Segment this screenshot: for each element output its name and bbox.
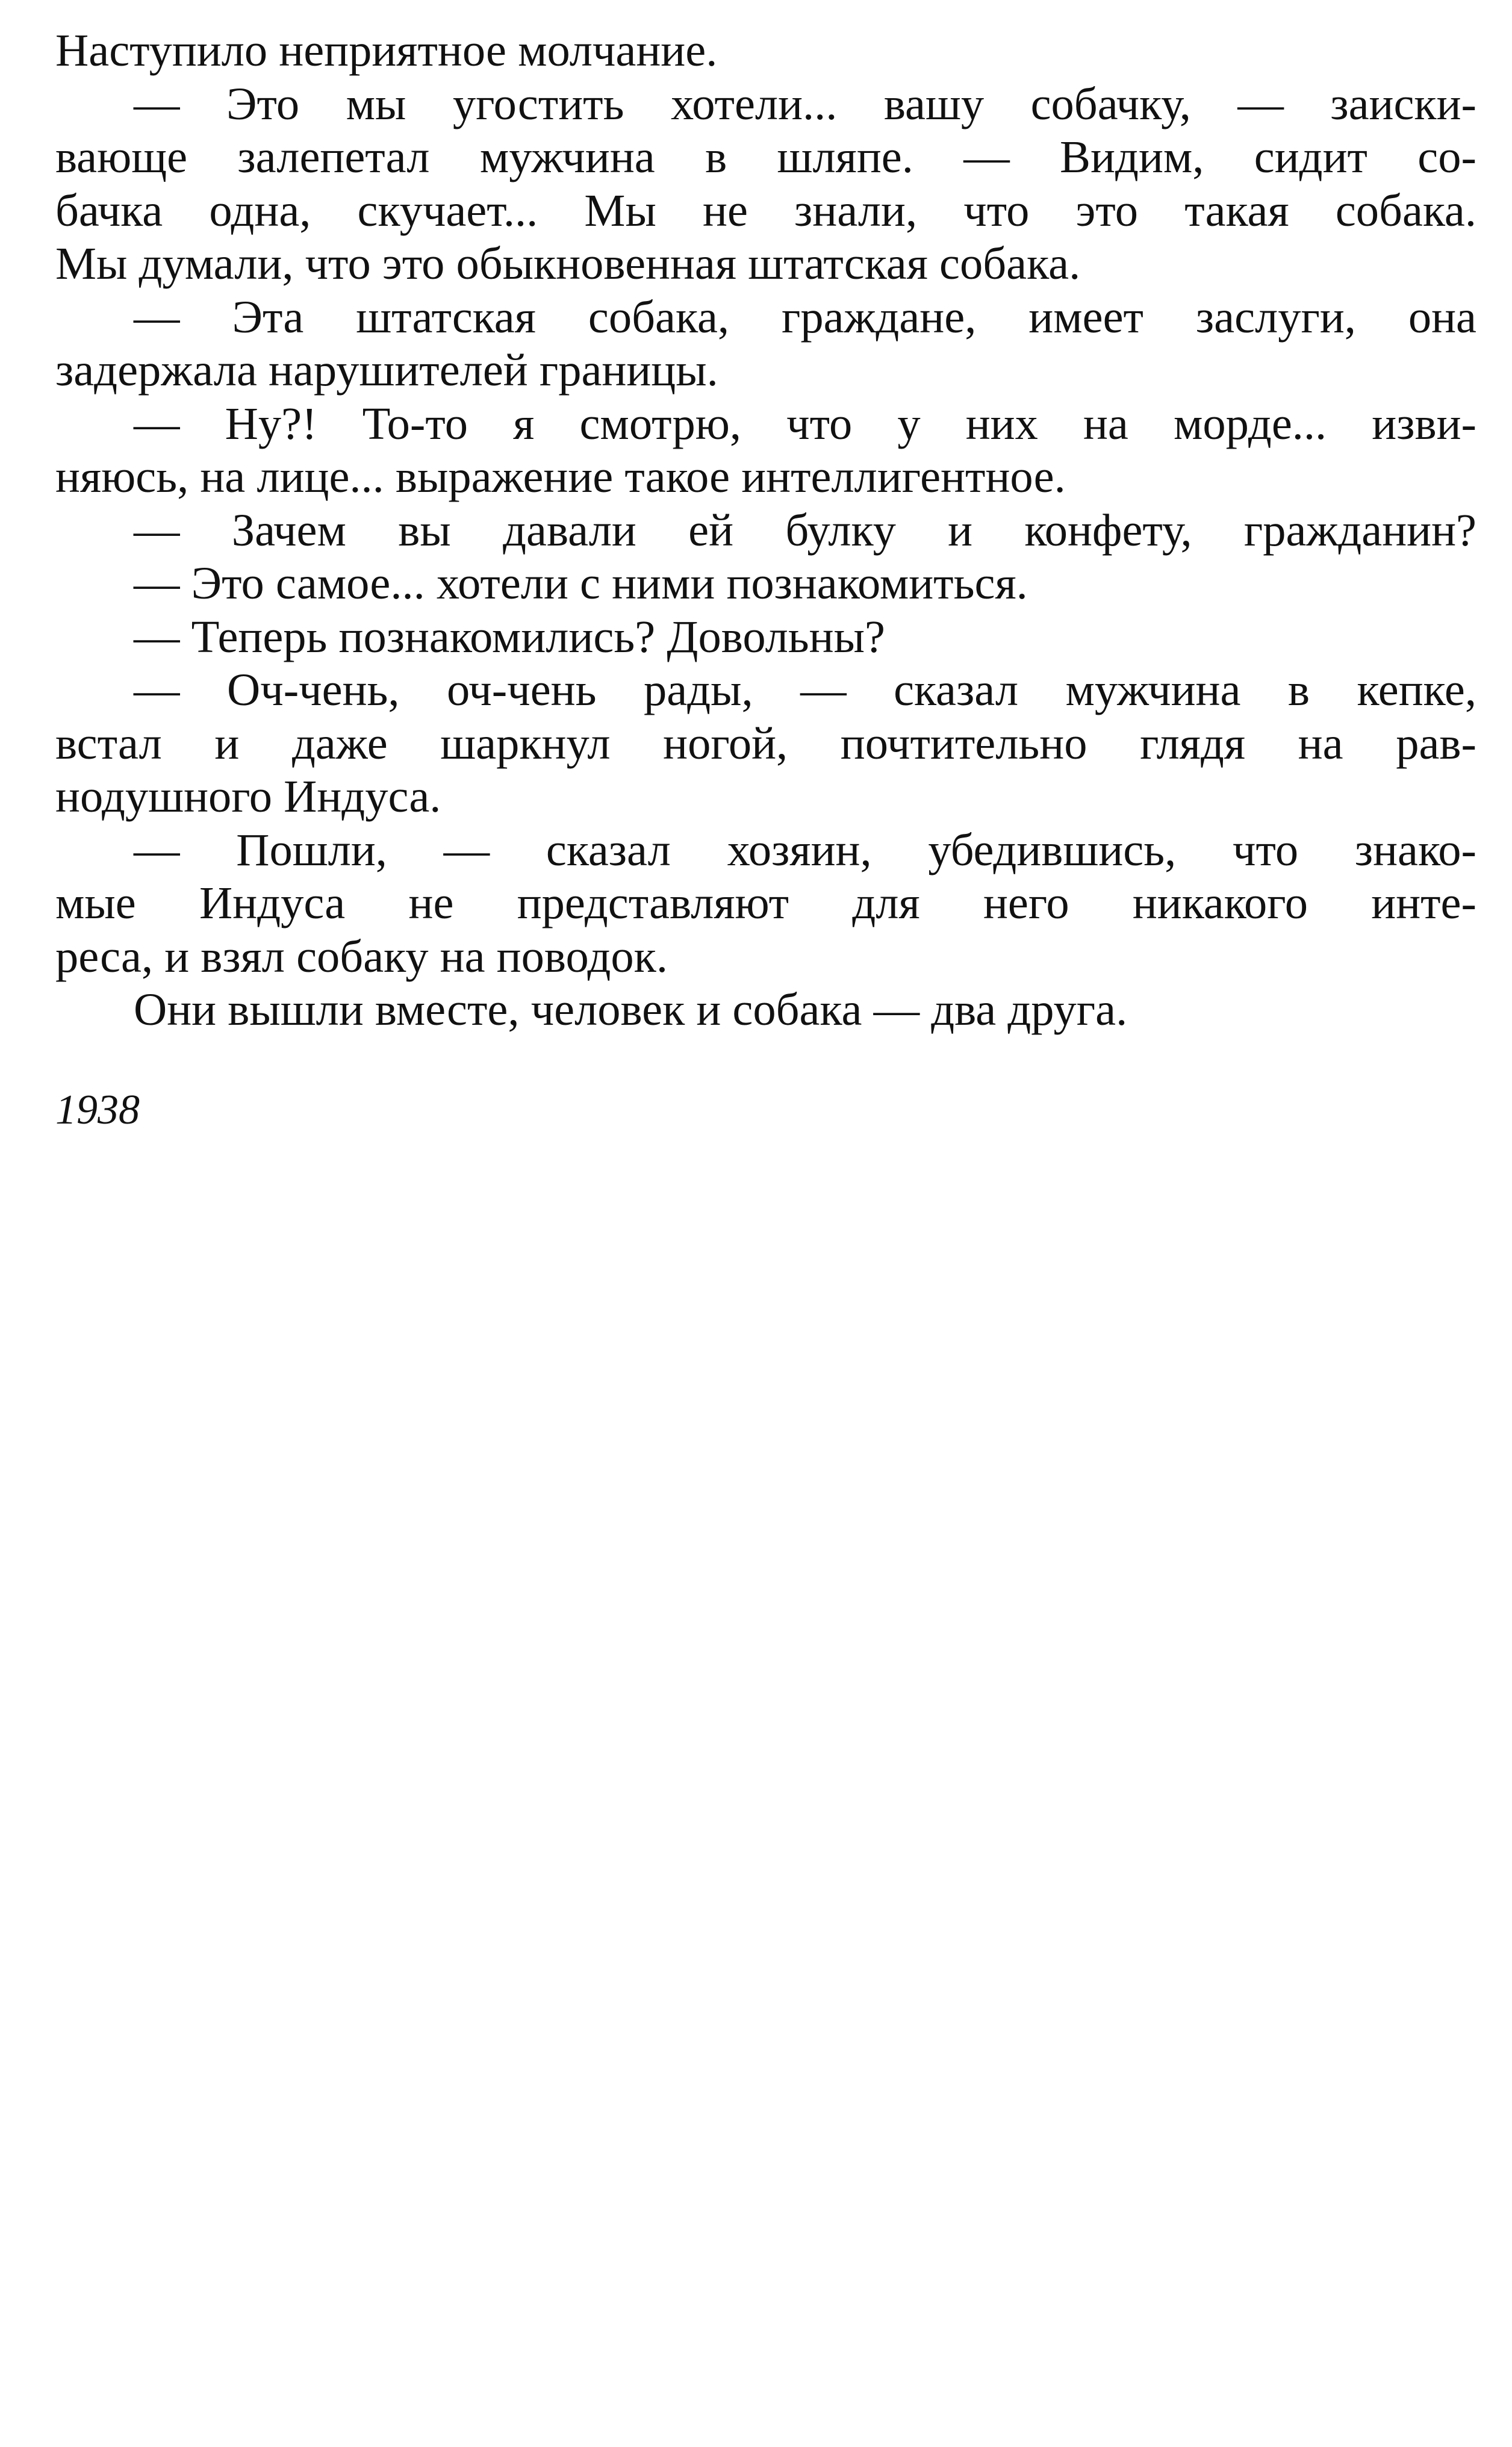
text-line: вающе залепетал мужчина в шляпе. — Видим, сидит со- (55, 131, 1476, 182)
text-line: няюсь, на лице... выражение такое интеллигентное. (55, 451, 1066, 502)
text-line: — Зачем вы давали ей булку и конфету, гражданин? (134, 504, 1476, 556)
text-line: Наступило неприятное молчание. (55, 25, 718, 76)
text-line: — Эта штатская собака, граждане, имеет заслуги, она (134, 291, 1476, 343)
text-line: Мы думали, что это обыкновенная штатская собака. (55, 238, 1081, 289)
text-line: бачка одна, скучает... Мы не знали, что это такая собака. (55, 184, 1476, 236)
text-line: реса, и взял собаку на поводок. (55, 930, 668, 982)
text-line: — Пошли, — сказал хозяин, убедившись, что знако- (134, 824, 1476, 875)
text-line: мые Индуса не представляют для него никакого инте- (55, 877, 1476, 928)
text-line: — Оч-чень, оч-чень рады, — сказал мужчина в кепке, (134, 664, 1476, 715)
text-line: — Теперь познакомились? Довольны? (134, 611, 885, 662)
date-line: 1938 (55, 1087, 140, 1133)
text-line: задержала нарушителей границы. (55, 344, 718, 396)
page-text (55, 24, 1476, 1037)
text-line: — Это мы угостить хотели... вашу собачку, — заиски- (134, 78, 1476, 129)
text-line: нодушного Индуса. (55, 771, 441, 822)
text-line: — Ну?! То-то я смотрю, что у них на морде... изви- (134, 397, 1476, 449)
text-line: Они вышли вместе, человек и собака — два друга. (134, 984, 1128, 1035)
text-line: встал и даже шаркнул ногой, почтительно глядя на рав- (55, 717, 1476, 769)
text-line: — Это самое... хотели с ними познакомиться. (134, 558, 1028, 609)
